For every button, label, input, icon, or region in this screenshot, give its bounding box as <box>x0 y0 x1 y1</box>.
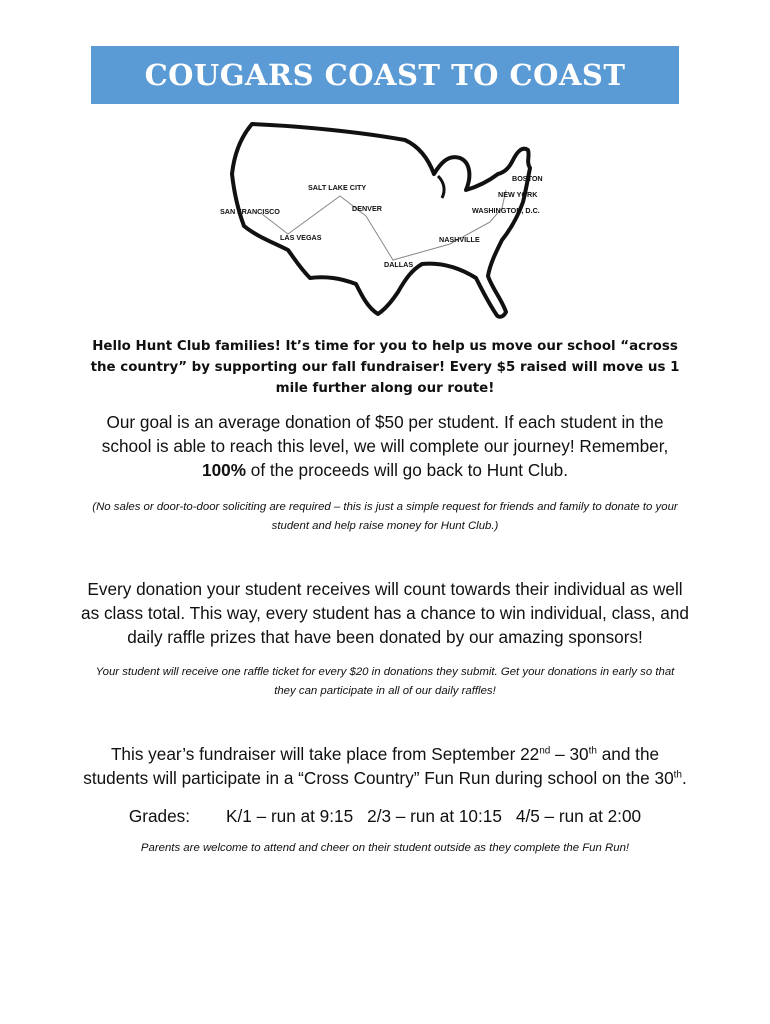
title-banner <box>91 46 679 104</box>
grades-label: Grades: <box>128 806 191 826</box>
solicit-note: (No sales or door-to-door soliciting are required – this is just a simple request for friends and family to donate to your student and help raise money for Hunt Club.) <box>92 501 678 532</box>
schedule-text: . <box>681 768 687 788</box>
route-lines <box>262 190 506 260</box>
us-outline <box>232 124 530 317</box>
grade-run-time: 2/3 – run at 10:15 <box>367 806 502 826</box>
goal-percent: 100% <box>202 460 246 480</box>
us-route-map <box>210 118 570 324</box>
us-map-graphic <box>210 118 570 324</box>
ordinal-suffix: nd <box>539 745 551 757</box>
grade-run-time: K/1 – run at 9:15 <box>226 806 354 826</box>
city-label: DALLAS <box>384 260 414 269</box>
city-label: WASHINGTON, D.C. <box>472 206 540 215</box>
city-label: SALT LAKE CITY <box>308 183 367 192</box>
ordinal-suffix: th <box>673 769 682 781</box>
great-lake-shore <box>438 176 444 198</box>
schedule-text: This year’s fundraiser will take place from September 22 <box>110 744 540 764</box>
raffle-note: Your student will receive one raffle ticket for every $20 in donations they submit. Get your donations in early so that they can participate in all of our daily raffles! <box>95 666 675 697</box>
city-label: DENVER <box>352 204 382 213</box>
city-label: NASHVILLE <box>439 235 480 244</box>
city-label: NEW YORK <box>498 190 538 199</box>
city-label: SAN FRANCISCO <box>220 207 280 216</box>
grades-schedule <box>80 804 690 828</box>
schedule-text: – 30 <box>550 744 589 764</box>
goal-text: Our goal is an average donation of $50 per student. If each student in the school is able to reach this level, we will complete our journey! Remember, <box>101 412 669 456</box>
schedule-paragraph <box>80 742 690 790</box>
city-label: LAS VEGAS <box>280 233 322 242</box>
page-title: COUGARS COAST TO COAST <box>144 58 626 92</box>
donation-paragraph: Every donation your student receives will count towards their individual as well as class total. This way, every student has a chance to win individual, class, and daily raffle prizes that have been donated by our amazing sponsors! <box>81 579 689 647</box>
ordinal-suffix: th <box>588 745 597 757</box>
city-label: BOSTON <box>512 174 543 183</box>
parents-note: Parents are welcome to attend and cheer on their student outside as they complete the Fun Run! <box>140 842 630 854</box>
intro-text: Hello Hunt Club families! It’s time for you to help us move our school “across the country” by supporting our fall fundraiser! Every $5 raised will move us 1 mile further along our route! <box>90 339 680 396</box>
goal-paragraph <box>80 410 690 482</box>
schedule-text: and the students will participate in a “Cross Country” Fun Run during school on the 30 <box>83 744 674 788</box>
goal-text-end: of the proceeds will go back to Hunt Club. <box>246 460 568 480</box>
grade-run-time: 4/5 – run at 2:00 <box>515 806 642 826</box>
